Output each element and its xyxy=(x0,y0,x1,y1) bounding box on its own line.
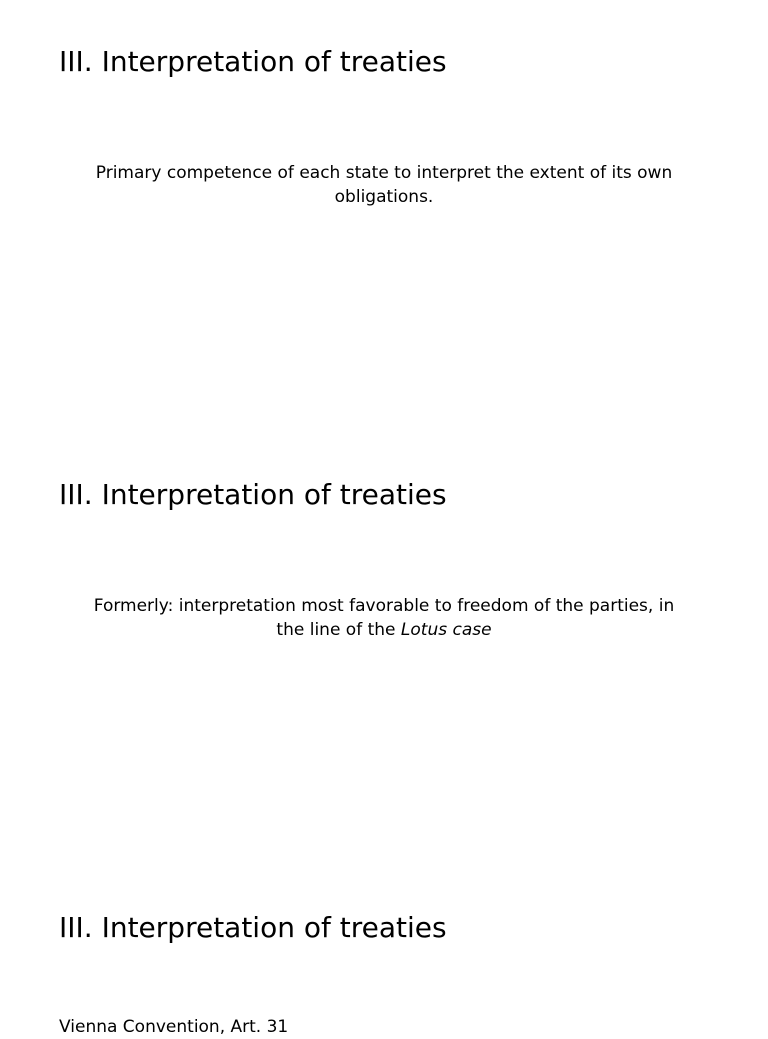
body-line: obligations. xyxy=(334,187,434,207)
body-line: Formerly: interpretation most favorable to freedom of the parties, in xyxy=(93,596,675,616)
slide-title: III. Interpretation of treaties xyxy=(59,45,447,78)
slide-body-partial: Vienna Convention, Art. 31 xyxy=(59,1017,289,1037)
body-line: Primary competence of each state to interpret the extent of its own xyxy=(95,163,673,183)
slide-3 xyxy=(0,866,768,1037)
slide-body xyxy=(60,161,708,209)
body-line-prefix: the line of the xyxy=(276,620,401,640)
case-name: Lotus case xyxy=(400,620,492,640)
slide-2 xyxy=(0,433,768,866)
slide-title: III. Interpretation of treaties xyxy=(59,911,447,944)
slide-1 xyxy=(0,0,768,433)
slide-body xyxy=(60,594,708,642)
slide-title: III. Interpretation of treaties xyxy=(59,478,447,511)
